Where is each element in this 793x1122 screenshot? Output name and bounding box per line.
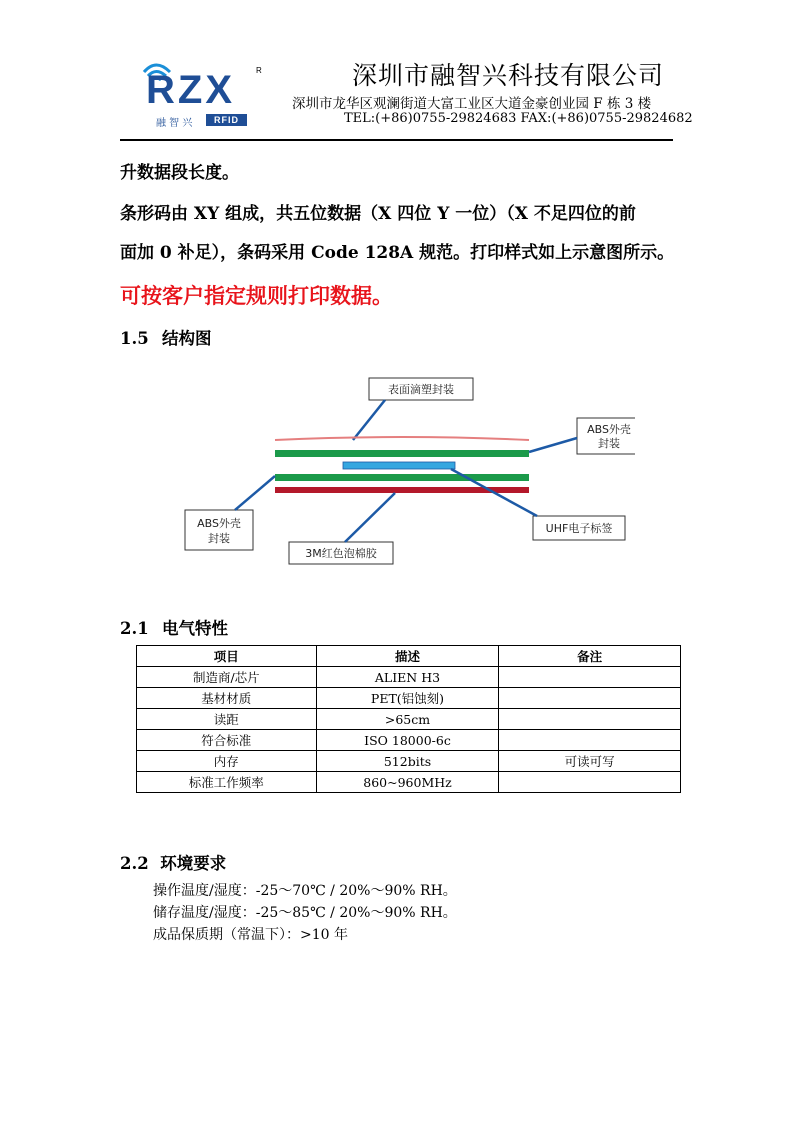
section-number: 2.1 (120, 619, 149, 638)
table-header-cell: 备注 (499, 646, 681, 667)
env-line-storage: 储存温度/湿度：-25～85℃ / 20%～90% RH。 (153, 905, 457, 921)
section-number: 1.5 (120, 329, 149, 348)
label-abs-left-line1: ABS外壳 (197, 517, 241, 530)
table-cell: 512bits (316, 751, 499, 772)
logo-text: RZX (146, 68, 235, 112)
logo-rfid-badge: RFID (206, 114, 247, 126)
structure-diagram (175, 368, 635, 570)
label-abs-right-line1: ABS外壳 (587, 423, 631, 436)
abs-bottom-layer (275, 474, 529, 481)
section-title: 环境要求 (160, 854, 227, 873)
table-cell (499, 730, 681, 751)
table-cell: 内存 (137, 751, 317, 772)
table-cell: 读距 (137, 709, 317, 730)
table-cell: 制造商/芯片 (137, 667, 317, 688)
table-cell (499, 688, 681, 709)
table-cell: >65cm (316, 709, 499, 730)
table-row (137, 730, 681, 751)
table-row (137, 688, 681, 709)
table-cell (499, 709, 681, 730)
company-name: 深圳市融智兴科技有限公司 (352, 61, 665, 90)
section-title: 电气特性 (162, 619, 228, 638)
table-row (137, 709, 681, 730)
table-header-row (137, 646, 681, 667)
table-header-cell: 描述 (316, 646, 499, 667)
section-heading-1-5 (120, 325, 212, 349)
table-cell: ISO 18000-6c (316, 730, 499, 751)
table-cell (499, 667, 681, 688)
table-cell: 基材材质 (137, 688, 317, 709)
paragraph-line-3: 面加 0 补足），条码采用 Code 128A 规范。打印样式如上示意图所示。 (120, 243, 675, 263)
table-header-cell: 项目 (137, 646, 317, 667)
section-heading-2-2 (120, 850, 226, 874)
section-heading-2-1 (120, 615, 228, 639)
table-cell: 860~960MHz (316, 772, 499, 793)
paragraph-line-1: 升数据段长度。 (120, 163, 239, 183)
section-number: 2.2 (120, 854, 149, 873)
uhf-tag-layer (343, 462, 455, 469)
company-logo (136, 60, 262, 130)
highlight-paragraph: 可按客户指定规则打印数据。 (120, 283, 393, 308)
logo-cn-text: 融 智 兴 (156, 118, 193, 129)
table-row (137, 772, 681, 793)
table-cell: 标准工作频率 (137, 772, 317, 793)
logo-registered-mark: R (256, 66, 262, 75)
company-address: 深圳市龙华区观澜街道大富工业区大道金豪创业园 F 栋 3 楼 (292, 96, 652, 112)
abs-top-layer (275, 450, 529, 457)
paragraph-line-2: 条形码由 XY 组成，共五位数据（X 四位 Y 一位）（X 不足四位的前 (120, 204, 636, 224)
company-contact: TEL:(+86)0755-29824683 FAX:(+86)0755-29824682 (344, 111, 693, 126)
table-cell: 可读可写 (499, 751, 681, 772)
electrical-spec-table (136, 645, 681, 793)
table-cell: 符合标准 (137, 730, 317, 751)
label-abs-right-line2: 封装 (598, 437, 620, 450)
structure-diagram-svg (175, 368, 635, 570)
table-cell: PET(铝蚀刻) (316, 688, 499, 709)
table-row (137, 751, 681, 772)
table-cell (499, 772, 681, 793)
env-line-shelf-life: 成品保质期（常温下）：>10 年 (153, 927, 348, 943)
table-cell: ALIEN H3 (316, 667, 499, 688)
label-abs-left-line2: 封装 (208, 532, 230, 545)
label-surface-coating: 表面滴塑封装 (388, 383, 454, 396)
header-divider (120, 139, 673, 141)
label-uhf-tag: UHF电子标签 (545, 522, 613, 535)
label-foam-adhesive: 3M红色泡棉胶 (305, 547, 377, 560)
section-title: 结构图 (162, 329, 212, 348)
env-line-operating: 操作温度/湿度：-25～70℃ / 20%～90% RH。 (153, 883, 457, 899)
table-row (137, 667, 681, 688)
